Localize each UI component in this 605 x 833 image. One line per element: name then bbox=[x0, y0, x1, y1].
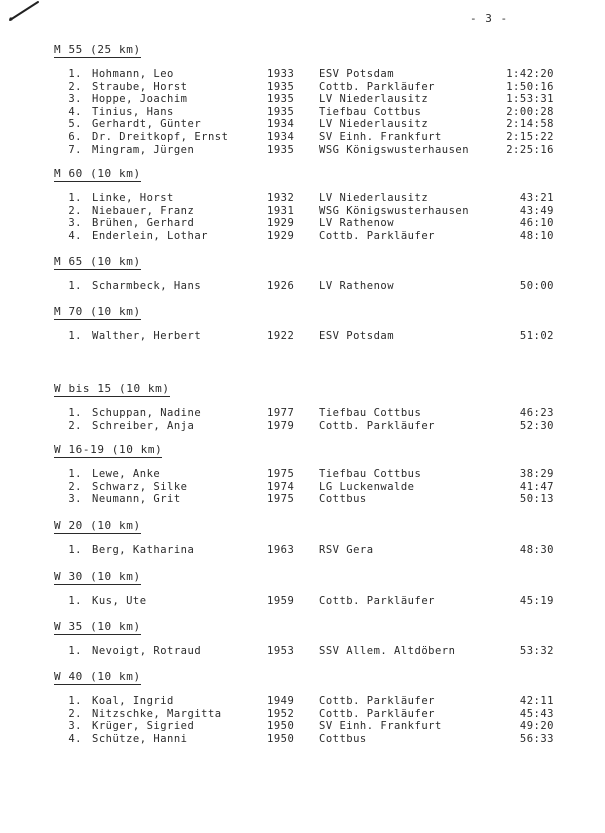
birth-year: 1929 bbox=[267, 217, 295, 230]
club-name: SSV Allem. Altdöbern bbox=[319, 645, 456, 657]
finish-time: 53:32 bbox=[519, 645, 554, 657]
club-name: WSG Königswusterhausen bbox=[319, 204, 470, 217]
birth-year: 1949 bbox=[267, 695, 295, 707]
result-row bbox=[0, 720, 605, 733]
club-name: RSV Gera bbox=[319, 544, 374, 556]
birth-year: 1933 bbox=[267, 68, 295, 80]
result-row bbox=[0, 708, 605, 721]
result-rank: 2. bbox=[68, 480, 82, 493]
birth-year: 1934 bbox=[267, 131, 295, 143]
club-name: ESV Potsdam bbox=[319, 68, 395, 80]
club-name: Cottb. Parkläufer bbox=[319, 707, 435, 720]
result-row bbox=[0, 330, 605, 343]
result-rank: 3. bbox=[68, 93, 82, 106]
club-name: ESV Potsdam bbox=[319, 330, 395, 342]
category-title: W bis 15 (10 km) bbox=[54, 382, 170, 395]
category-title: M 55 (25 km) bbox=[54, 43, 141, 56]
result-rank: 5. bbox=[68, 118, 82, 131]
finish-time: 43:49 bbox=[519, 204, 554, 217]
finish-time: 41:47 bbox=[519, 480, 554, 493]
birth-year: 1959 bbox=[267, 595, 295, 607]
athlete-name: Gerhardt, Günter bbox=[92, 118, 202, 131]
athlete-name: Schütze, Hanni bbox=[92, 732, 188, 745]
result-rank: 1. bbox=[68, 595, 82, 607]
athlete-name: Hohmann, Leo bbox=[92, 68, 174, 80]
result-rank: 4. bbox=[68, 732, 82, 745]
finish-time: 2:15:22 bbox=[506, 131, 554, 143]
result-rank: 1. bbox=[68, 695, 82, 707]
athlete-name: Straube, Horst bbox=[92, 80, 188, 93]
result-row bbox=[0, 544, 605, 557]
result-row bbox=[0, 468, 605, 481]
result-rank: 1. bbox=[68, 68, 82, 80]
category-title: W 20 (10 km) bbox=[54, 519, 141, 532]
club-name: Cottb. Parkläufer bbox=[319, 695, 435, 707]
athlete-name: Mingram, Jürgen bbox=[92, 143, 195, 156]
result-rank: 3. bbox=[68, 493, 82, 506]
result-row bbox=[0, 118, 605, 131]
birth-year: 1963 bbox=[267, 544, 295, 556]
club-name: WSG Königswusterhausen bbox=[319, 143, 470, 156]
athlete-name: Koal, Ingrid bbox=[92, 695, 174, 707]
finish-time: 2:14:58 bbox=[506, 118, 554, 131]
birth-year: 1974 bbox=[267, 480, 295, 493]
birth-year: 1929 bbox=[267, 229, 295, 242]
birth-year: 1950 bbox=[267, 720, 295, 733]
result-row bbox=[0, 192, 605, 205]
result-rank: 1. bbox=[68, 330, 82, 342]
club-name: SV Einh. Frankfurt bbox=[319, 131, 442, 143]
finish-time: 50:13 bbox=[519, 493, 554, 506]
club-name: Tiefbau Cottbus bbox=[319, 407, 422, 419]
club-name: Cottb. Parkläufer bbox=[319, 229, 435, 242]
result-row bbox=[0, 205, 605, 218]
finish-time: 50:00 bbox=[519, 280, 554, 292]
result-row bbox=[0, 733, 605, 746]
athlete-name: Nitzschke, Margitta bbox=[92, 707, 222, 720]
athlete-name: Nevoigt, Rotraud bbox=[92, 645, 202, 657]
result-rank: 2. bbox=[68, 707, 82, 720]
finish-time: 46:10 bbox=[519, 217, 554, 230]
finish-time: 1:50:16 bbox=[506, 80, 554, 93]
finish-time: 48:10 bbox=[519, 229, 554, 242]
category-title: M 65 (10 km) bbox=[54, 255, 141, 268]
finish-time: 45:43 bbox=[519, 707, 554, 720]
club-name: Cottb. Parkläufer bbox=[319, 595, 435, 607]
finish-time: 1:53:31 bbox=[506, 93, 554, 106]
birth-year: 1931 bbox=[267, 204, 295, 217]
birth-year: 1932 bbox=[267, 192, 295, 204]
result-row bbox=[0, 481, 605, 494]
result-rank: 2. bbox=[68, 80, 82, 93]
club-name: Tiefbau Cottbus bbox=[319, 105, 422, 118]
category-title: W 16-19 (10 km) bbox=[54, 443, 163, 456]
athlete-name: Brühen, Gerhard bbox=[92, 217, 195, 230]
birth-year: 1953 bbox=[267, 645, 295, 657]
result-rank: 1. bbox=[68, 280, 82, 292]
result-row bbox=[0, 81, 605, 94]
result-row bbox=[0, 93, 605, 106]
result-rank: 2. bbox=[68, 419, 82, 432]
finish-time: 48:30 bbox=[519, 544, 554, 556]
athlete-name: Walther, Herbert bbox=[92, 330, 202, 342]
finish-time: 45:19 bbox=[519, 595, 554, 607]
finish-time: 52:30 bbox=[519, 419, 554, 432]
result-row bbox=[0, 695, 605, 708]
finish-time: 43:21 bbox=[519, 192, 554, 204]
pen-mark-icon bbox=[8, 0, 42, 22]
birth-year: 1926 bbox=[267, 280, 295, 292]
result-row bbox=[0, 420, 605, 433]
birth-year: 1922 bbox=[267, 330, 295, 342]
category-title: M 60 (10 km) bbox=[54, 167, 141, 180]
finish-time: 2:25:16 bbox=[506, 143, 554, 156]
result-rank: 1. bbox=[68, 468, 82, 480]
athlete-name: Lewe, Anke bbox=[92, 468, 161, 480]
category-title: W 35 (10 km) bbox=[54, 620, 141, 633]
category-title: M 70 (10 km) bbox=[54, 305, 141, 318]
club-name: SV Einh. Frankfurt bbox=[319, 720, 442, 733]
category-title: W 40 (10 km) bbox=[54, 670, 141, 683]
result-row bbox=[0, 230, 605, 243]
club-name: LV Rathenow bbox=[319, 217, 395, 230]
result-rank: 1. bbox=[68, 645, 82, 657]
club-name: Cottb. Parkläufer bbox=[319, 80, 435, 93]
birth-year: 1952 bbox=[267, 707, 295, 720]
result-rank: 7. bbox=[68, 143, 82, 156]
result-rank: 4. bbox=[68, 229, 82, 242]
result-row bbox=[0, 68, 605, 81]
category-title: W 30 (10 km) bbox=[54, 570, 141, 583]
club-name: Cottbus bbox=[319, 493, 367, 506]
birth-year: 1935 bbox=[267, 143, 295, 156]
athlete-name: Schreiber, Anja bbox=[92, 419, 195, 432]
athlete-name: Niebauer, Franz bbox=[92, 204, 195, 217]
result-rank: 1. bbox=[68, 544, 82, 556]
athlete-name: Berg, Katharina bbox=[92, 544, 195, 556]
birth-year: 1977 bbox=[267, 407, 295, 419]
finish-time: 2:00:28 bbox=[506, 105, 554, 118]
finish-time: 49:20 bbox=[519, 720, 554, 733]
result-row bbox=[0, 407, 605, 420]
birth-year: 1935 bbox=[267, 93, 295, 106]
birth-year: 1935 bbox=[267, 80, 295, 93]
athlete-name: Scharmbeck, Hans bbox=[92, 280, 202, 292]
finish-time: 46:23 bbox=[519, 407, 554, 419]
result-rank: 4. bbox=[68, 105, 82, 118]
result-rank: 3. bbox=[68, 217, 82, 230]
club-name: Cottbus bbox=[319, 732, 367, 745]
finish-time: 56:33 bbox=[519, 732, 554, 745]
athlete-name: Dr. Dreitkopf, Ernst bbox=[92, 131, 229, 143]
club-name: LV Niederlausitz bbox=[319, 192, 429, 204]
page-number: - 3 - bbox=[470, 12, 509, 25]
athlete-name: Linke, Horst bbox=[92, 192, 174, 204]
birth-year: 1935 bbox=[267, 105, 295, 118]
birth-year: 1979 bbox=[267, 419, 295, 432]
club-name: LV Niederlausitz bbox=[319, 93, 429, 106]
birth-year: 1950 bbox=[267, 732, 295, 745]
athlete-name: Enderlein, Lothar bbox=[92, 229, 208, 242]
result-row bbox=[0, 106, 605, 119]
finish-time: 38:29 bbox=[519, 468, 554, 480]
athlete-name: Neumann, Grit bbox=[92, 493, 181, 506]
club-name: Cottb. Parkläufer bbox=[319, 419, 435, 432]
result-row bbox=[0, 595, 605, 608]
result-row bbox=[0, 645, 605, 658]
result-row bbox=[0, 280, 605, 293]
result-rank: 6. bbox=[68, 131, 82, 143]
athlete-name: Kus, Ute bbox=[92, 595, 147, 607]
birth-year: 1934 bbox=[267, 118, 295, 131]
athlete-name: Schuppan, Nadine bbox=[92, 407, 202, 419]
result-rank: 2. bbox=[68, 204, 82, 217]
finish-time: 42:11 bbox=[519, 695, 554, 707]
result-rank: 1. bbox=[68, 192, 82, 204]
birth-year: 1975 bbox=[267, 468, 295, 480]
result-row bbox=[0, 493, 605, 506]
result-rank: 1. bbox=[68, 407, 82, 419]
athlete-name: Schwarz, Silke bbox=[92, 480, 188, 493]
birth-year: 1975 bbox=[267, 493, 295, 506]
finish-time: 51:02 bbox=[519, 330, 554, 342]
club-name: LV Niederlausitz bbox=[319, 118, 429, 131]
club-name: LG Luckenwalde bbox=[319, 480, 415, 493]
club-name: Tiefbau Cottbus bbox=[319, 468, 422, 480]
result-rank: 3. bbox=[68, 720, 82, 733]
finish-time: 1:42:20 bbox=[506, 68, 554, 80]
athlete-name: Krüger, Sigried bbox=[92, 720, 195, 733]
result-row bbox=[0, 131, 605, 144]
result-row bbox=[0, 217, 605, 230]
athlete-name: Tinius, Hans bbox=[92, 105, 174, 118]
result-row bbox=[0, 144, 605, 157]
athlete-name: Hoppe, Joachim bbox=[92, 93, 188, 106]
club-name: LV Rathenow bbox=[319, 280, 395, 292]
